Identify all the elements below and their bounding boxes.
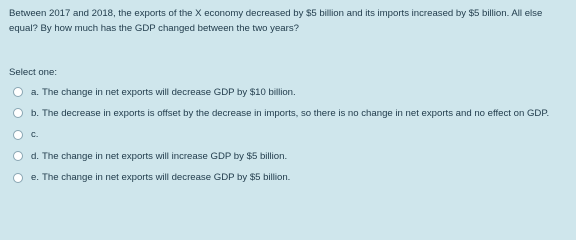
- option-text: The change in net exports will decrease GDP by $5 billion.: [42, 172, 291, 184]
- radio-button-icon[interactable]: [13, 87, 23, 97]
- option-b[interactable]: [13, 105, 573, 121]
- radio-button-icon[interactable]: [13, 173, 23, 183]
- radio-button-icon[interactable]: [13, 130, 23, 140]
- option-a[interactable]: [13, 84, 573, 100]
- radio-button-icon[interactable]: [13, 108, 23, 118]
- option-letter: a.: [31, 86, 40, 98]
- option-letter: c.: [31, 129, 39, 141]
- option-c[interactable]: [13, 127, 573, 143]
- option-e[interactable]: [13, 170, 573, 186]
- question-text: Between 2017 and 2018, the exports of the X economy decreased by $5 billion and its imports increased by $5 billion. All else equal? By how much has the GDP changed between the two years?: [9, 8, 543, 34]
- option-letter: b.: [31, 107, 40, 119]
- option-d[interactable]: [13, 148, 573, 164]
- option-text: The change in net exports will increase GDP by $5 billion.: [42, 150, 288, 162]
- radio-button-icon[interactable]: [13, 151, 23, 161]
- answer-options: [13, 84, 573, 191]
- option-letter: d.: [31, 150, 40, 162]
- option-letter: e.: [31, 172, 40, 184]
- option-text: The decrease in exports is offset by the decrease in imports, so there is no change in net exports and no effect on GDP.: [42, 107, 550, 119]
- option-text: The change in net exports will decrease GDP by $10 billion.: [42, 86, 296, 98]
- select-one-label: Select one:: [9, 67, 58, 78]
